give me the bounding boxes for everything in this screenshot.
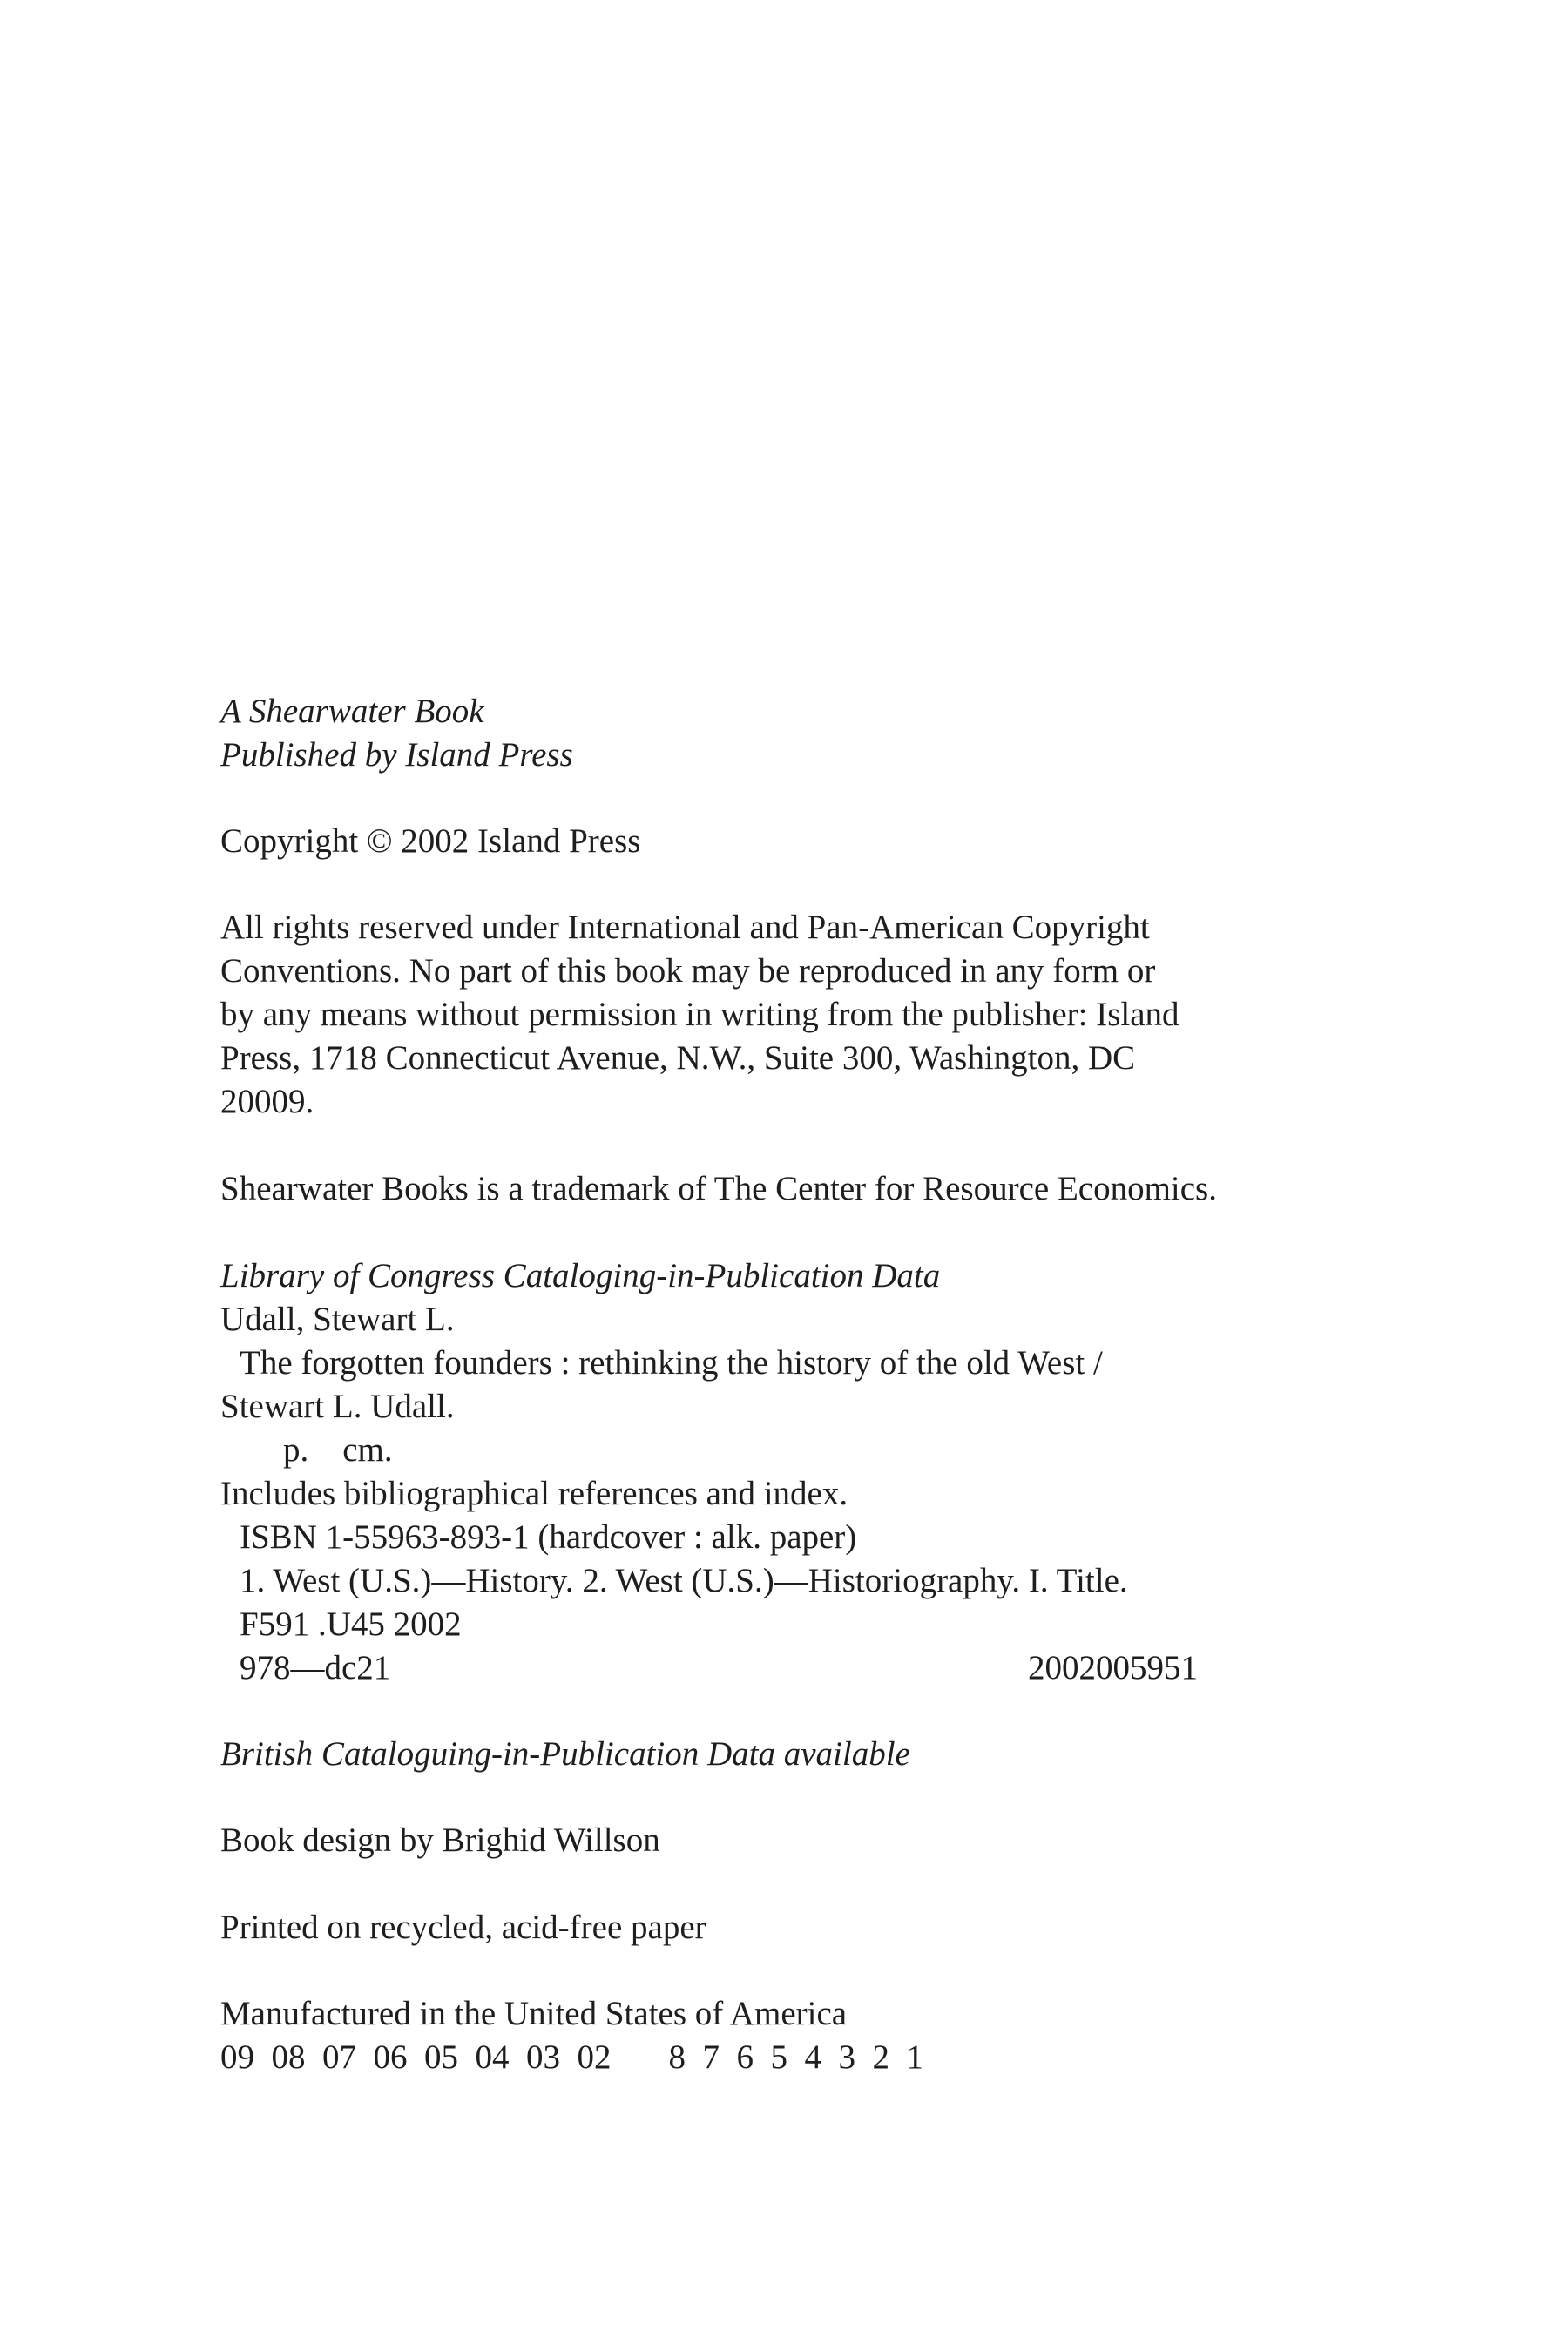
cip-subjects: 1. West (U.S.)—History. 2. West (U.S.)—Historiography. I. Title. [240,1562,1128,1599]
cip-heading: Library of Congress Cataloging-in-Publication Data [220,1257,941,1294]
printing-numbers: 8 7 6 5 4 3 2 1 [668,2038,923,2076]
manufactured-note: Manufactured in the United States of America [220,1995,848,2032]
rights-line: All rights reserved under International and Pan-American Copyright [220,909,1150,946]
rights-line: by any means without permission in writing from the publisher: Island [220,996,1179,1033]
british-cip: British Cataloguing-in-Publication Data available [220,1735,910,1773]
cip-author: Udall, Stewart L. [220,1301,455,1338]
cip-title: The forgotten founders : rethinking the history of the old West / [240,1344,1103,1382]
rights-line: Conventions. No part of this book may be reproduced in any form or [220,952,1156,990]
rights-line: 20009. [220,1083,314,1120]
imprint-publisher: Published by Island Press [220,736,573,774]
trademark-notice: Shearwater Books is a trademark of The Center for Resource Economics. [220,1170,1217,1207]
paper-note: Printed on recycled, acid-free paper [220,1909,706,1946]
cip-lccn: 2002005951 [1028,1649,1198,1686]
cip-includes: Includes bibliographical references and index. [220,1475,848,1512]
cip-dewey: 978—dc21 [240,1649,391,1686]
cip-lc-class: F591 .U45 2002 [240,1605,462,1643]
printing-years: 09 08 07 06 05 04 03 02 [220,2038,612,2076]
cip-title-cont: Stewart L. Udall. [220,1388,455,1425]
cip-pages: p. cm. [283,1431,393,1469]
printing-line [220,2036,923,2079]
rights-line: Press, 1718 Connecticut Avenue, N.W., Suite 300, Washington, DC [220,1039,1136,1077]
cip-isbn: ISBN 1-55963-893-1 (hardcover : alk. paper) [240,1518,857,1556]
copyright-notice: Copyright © 2002 Island Press [220,822,641,860]
book-design: Book design by Brighid Willson [220,1821,660,1859]
imprint-series: A Shearwater Book [220,693,484,730]
